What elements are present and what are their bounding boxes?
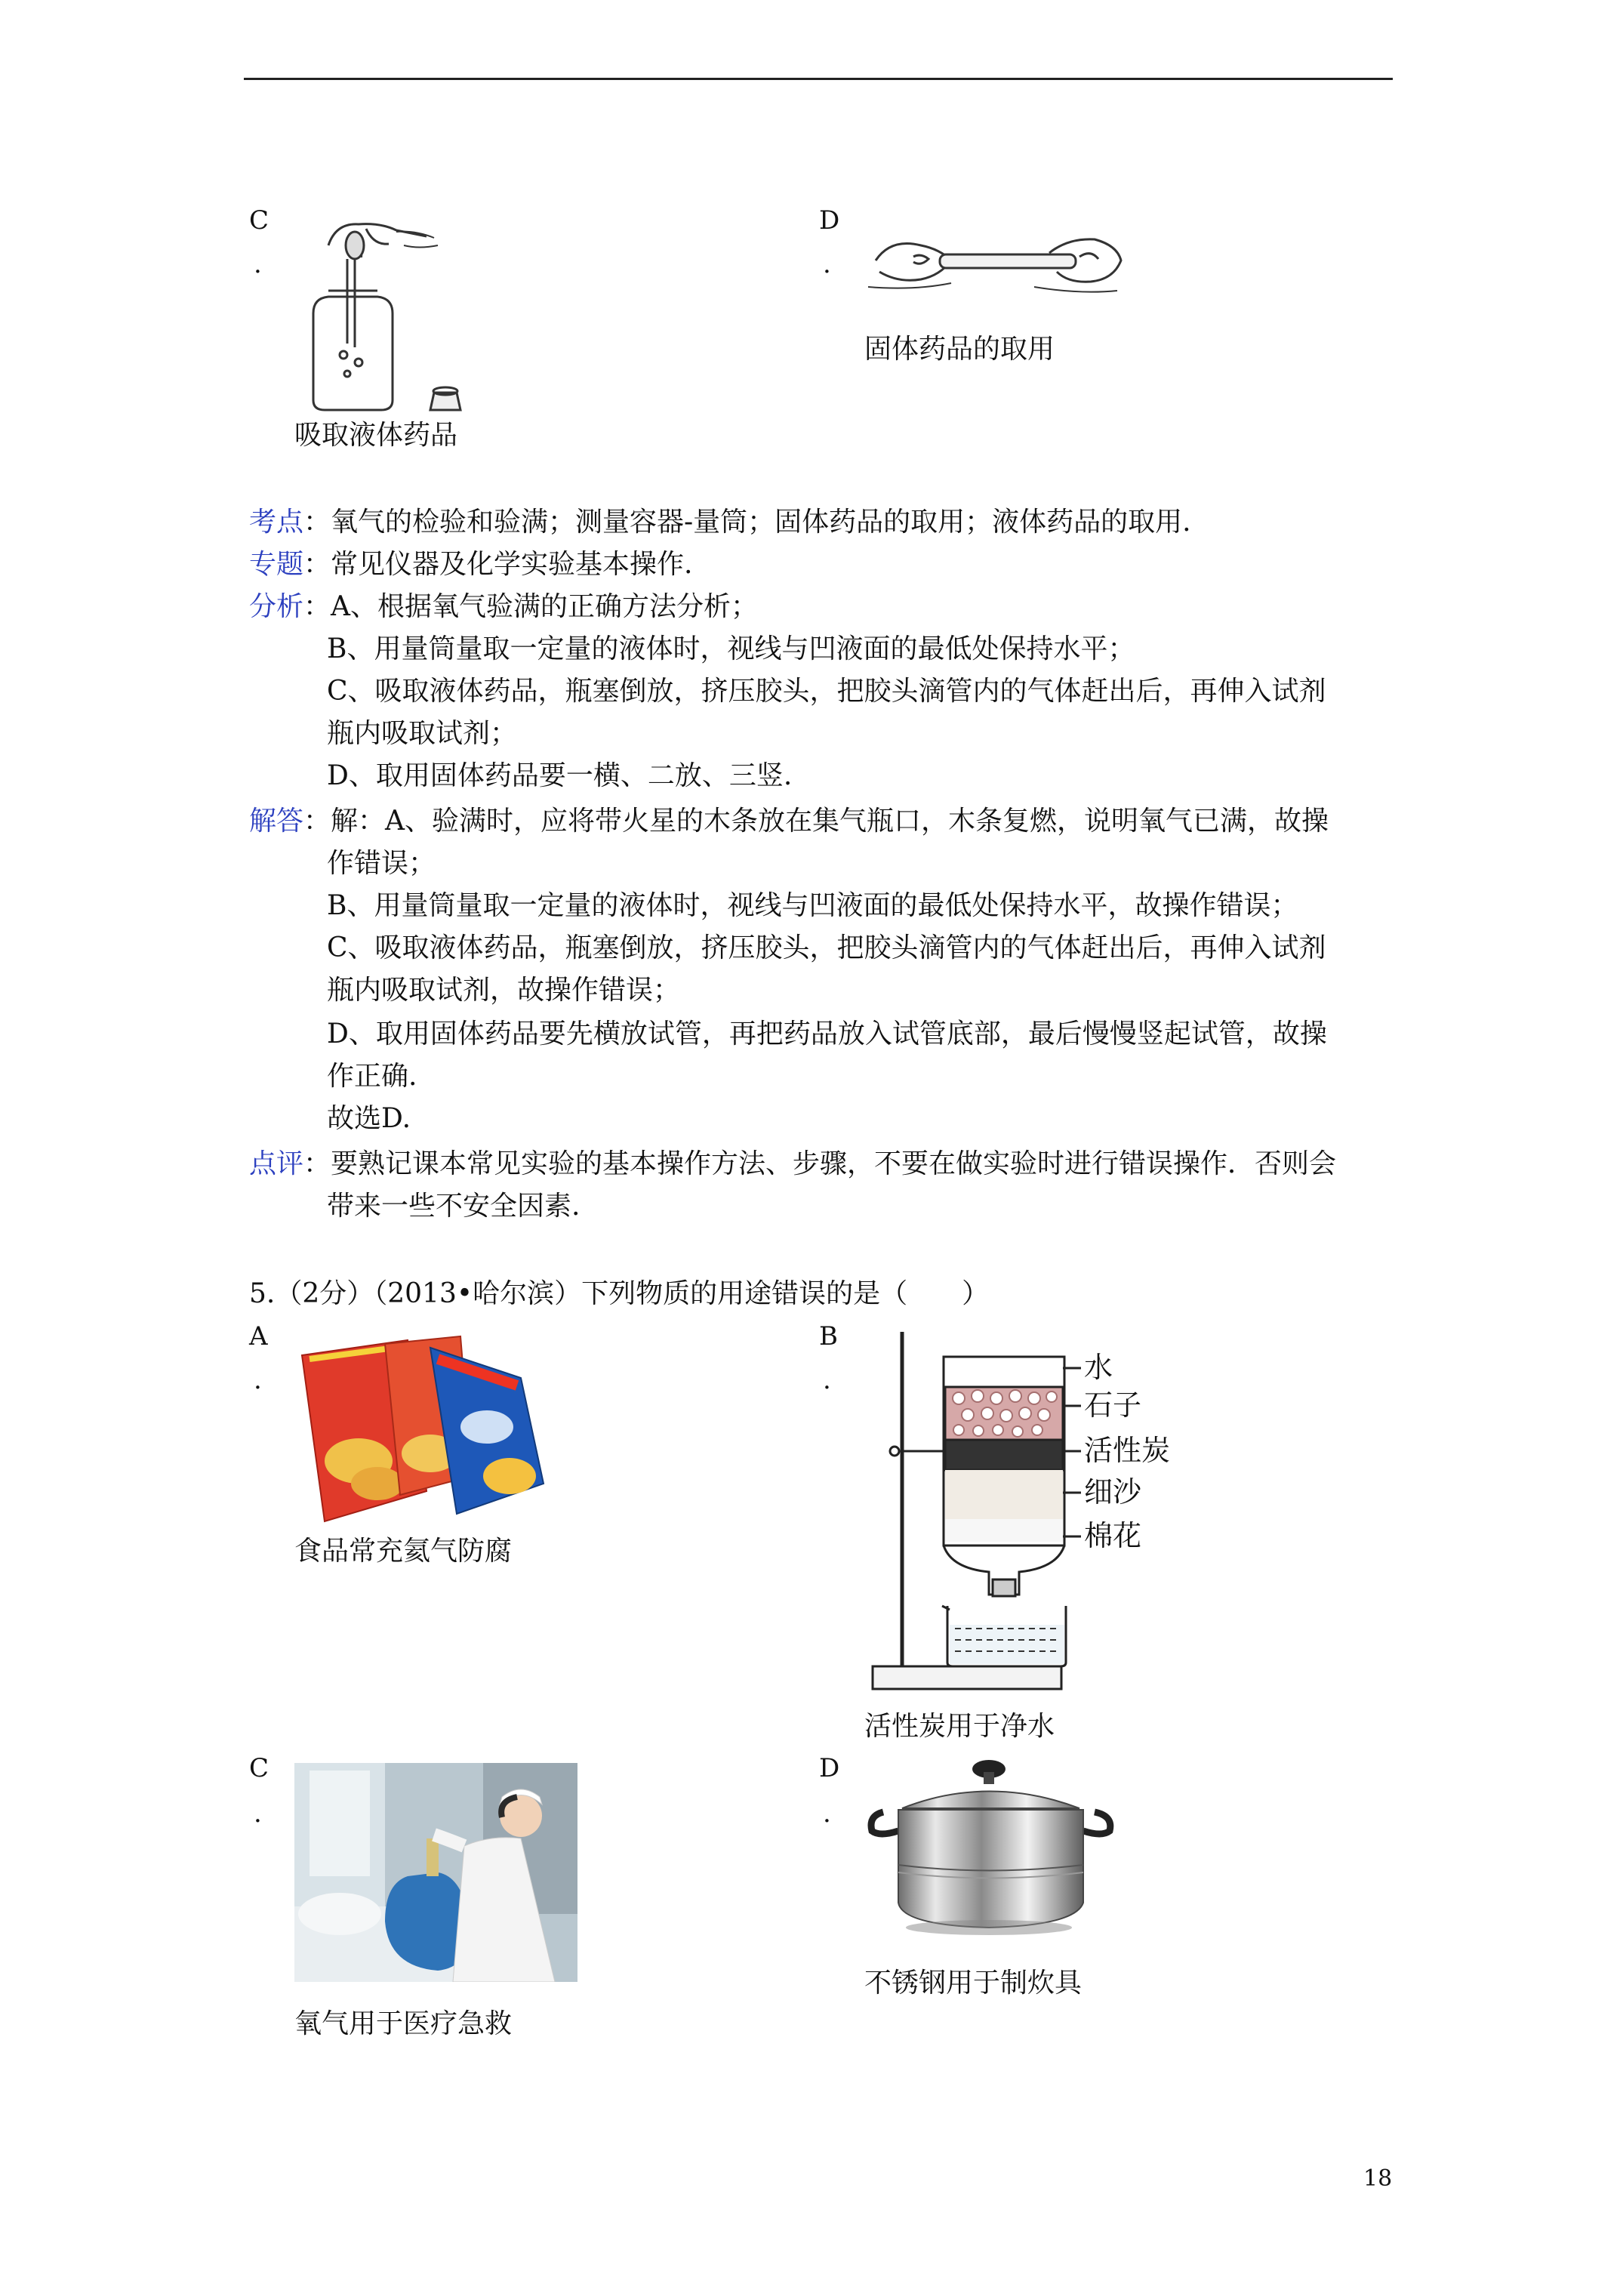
jieda-line-5: D、取用固体药品要先横放试管，再把药品放入试管底部，最后慢慢竖起试管，故操 <box>327 1019 1327 1049</box>
q4-option-d-dot: . <box>823 249 831 279</box>
filter-label-sand: 细沙 <box>1084 1475 1142 1509</box>
nurse-oxygen-photo <box>294 1763 577 1982</box>
jieda-line-3: C、吸取液体药品，瓶塞倒放，挤压胶头，把胶头滴管内的气体赶出后，再伸入试剂 <box>327 932 1326 963</box>
q5-option-d-dot: . <box>823 1798 831 1829</box>
fenxi-line-3: 瓶内吸取试剂； <box>327 718 518 749</box>
page-number: 18 <box>1363 2165 1393 2192</box>
zhuanti-text: ：常见仪器及化学实验基本操作. <box>303 549 693 580</box>
dianping-label: 点评 <box>249 1148 304 1179</box>
fenxi-line-2: C、吸取液体药品，瓶塞倒放，挤压胶头，把胶头滴管内的气体赶出后，再伸入试剂 <box>327 676 1326 707</box>
fenxi-line-4: D、取用固体药品要一横、二放、三竖. <box>327 760 793 791</box>
jieda-line-7: 故选D. <box>327 1103 411 1134</box>
q5-option-c-dot: . <box>254 1798 262 1829</box>
q4-option-c-letter: C <box>249 205 269 236</box>
q5-option-b-letter: B <box>819 1321 838 1351</box>
jieda-label: 解答 <box>249 806 304 837</box>
q5-option-b-dot: . <box>823 1365 831 1395</box>
filter-label-carbon: 活性炭 <box>1084 1434 1170 1467</box>
steel-pot-icon <box>864 1755 1121 1944</box>
fenxi-text-0: ：A、根据氧气验满的正确方法分析； <box>303 591 759 622</box>
jieda-line-2: B、用量筒量取一定量的液体时，视线与凹液面的最低处保持水平，故操作错误； <box>327 890 1298 921</box>
filter-label-stones: 石子 <box>1084 1388 1142 1422</box>
q5-option-d-caption: 不锈钢用于制炊具 <box>864 1968 1083 1999</box>
filter-label-water: 水 <box>1084 1351 1113 1384</box>
zhuanti-label: 专题 <box>249 549 304 580</box>
q5-option-a-dot: . <box>254 1365 262 1395</box>
header-rule <box>244 78 1393 80</box>
jieda-line-0 <box>249 800 1329 843</box>
kaodian-text: ：氧气的检验和验满；测量容器-量筒；固体药品的取用；液体药品的取用. <box>303 507 1191 538</box>
jieda-text-0: ：解：A、验满时，应将带火星的木条放在集气瓶口，木条复燃，说明氧气已满，故操 <box>303 806 1329 837</box>
q5-option-c-caption: 氧气用于医疗急救 <box>294 2008 513 2039</box>
q5-option-d-letter: D <box>819 1753 840 1783</box>
dianping-line-0 <box>249 1143 1336 1185</box>
filter-label-cotton: 棉花 <box>1084 1519 1142 1552</box>
jieda-line-4: 瓶内吸取试剂，故操作错误； <box>327 975 681 1006</box>
water-filter-icon <box>868 1323 1170 1700</box>
kaodian-label: 考点 <box>249 507 304 538</box>
q5-option-a-letter: A <box>249 1321 268 1351</box>
q4-option-d-letter: D <box>819 205 840 236</box>
test-tube-hands-icon <box>868 215 1125 298</box>
q4-option-c-caption: 吸取液体药品 <box>294 420 458 451</box>
kaodian-line <box>249 501 1191 544</box>
dropper-bottle-icon <box>283 215 479 419</box>
q5-option-b-caption: 活性炭用于净水 <box>864 1711 1055 1742</box>
q5-option-a-caption: 食品常充氦气防腐 <box>294 1536 513 1567</box>
dianping-line-1: 带来一些不安全因素. <box>327 1191 581 1222</box>
q4-option-c-dot: . <box>254 249 262 279</box>
dianping-text-0: ：要熟记课本常见实验的基本操作方法、步骤，不要在做实验时进行错误操作．否则会 <box>303 1148 1337 1179</box>
jieda-line-1: 作错误； <box>327 848 436 879</box>
fenxi-label: 分析 <box>249 591 304 622</box>
zhuanti-line <box>249 544 692 586</box>
q5-option-c-letter: C <box>249 1753 269 1783</box>
fenxi-line-0 <box>249 586 758 628</box>
q4-option-d-caption: 固体药品的取用 <box>864 334 1055 365</box>
jieda-line-6: 作正确. <box>327 1061 417 1092</box>
snack-bags-icon <box>294 1325 551 1529</box>
fenxi-line-1: B、用量筒量取一定量的液体时，视线与凹液面的最低处保持水平； <box>327 633 1135 664</box>
q5-stem: 5.（2分）（2013•哈尔滨）下列物质的用途错误的是（ ） <box>249 1278 990 1309</box>
